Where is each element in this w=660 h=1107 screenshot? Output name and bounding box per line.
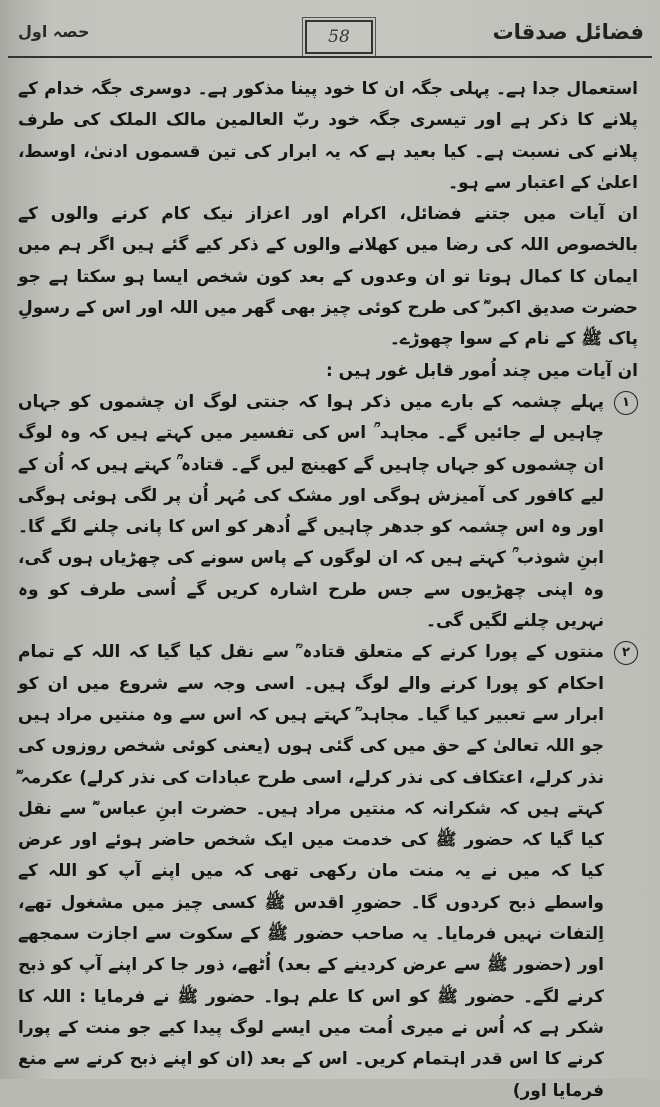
book-title: فضائل صدقات [492,20,644,44]
page-body [18,74,638,1107]
page-number: 58 [305,20,373,54]
list-item [18,637,638,1106]
list-heading: ان آیات میں چند اُمور قابل غور ہیں : [325,360,638,381]
list-item [18,387,638,637]
item-text: منتوں کے پورا کرنے کے متعلق قتادہ ؒ سے نقل کیا گیا کہ اللہ کے تمام احکام کو پورا کرنے والے لوگ ہیں۔ اسی وجہ سے شروع میں ان کو ابرار سے تعبیر کیا گیا۔ مجاہد ؒ کہتے ہیں کہ اس سے وہ منتیں مراد ہیں جو اللہ تعالیٰ کے حق میں کی گئی ہوں (یعنی کوئی شخص روزوں کی نذر کرلے، اعتکاف کی نذر کرلے، اسی طرح عبادات کی نذر کرلے) عکرمہ ؓ کہتے ہیں کہ شکرانہ کہ منتیں مراد ہیں۔ حضرت ابنِ عباس ؓ سے نقل کیا گیا کہ حضور ﷺ کی خدمت میں ایک شخص حاضر ہوئے اور عرض کیا کہ میں نے یہ منت مان رکھی تھی کہ میں اپنے آپ کو اللہ کے واسطے ذبح کردوں گا۔ حضورِ اقدس ﷺ کسی چیز میں مشغول تھے، اِلتفات نہیں فرمایا۔ یہ صاحب حضور ﷺ کے سکوت سے اجازت سمجھے اور (حضور ﷺ سے عرض کردینے کے بعد) اُٹھے، ذور جا کر اپنے آپ کو ذبح کرنے لگے۔ حضور ﷺ کو اس کا علم ہوا۔ حضور ﷺ نے فرمایا : اللہ کا شکر ہے کہ اُس نے میری اُمت میں ایسے لوگ پیدا کیے جو منت کے پورا کرنے کا اس قدر اہتمام کریں۔ اس کے بعد (ان کو اپنے ذبح کرنے سے منع فرمایا اور) [18,642,604,1101]
part-label: حصہ اول [18,22,90,41]
item-number-badge: ۱ [614,391,638,415]
paragraph: استعمال جدا ہے۔ پہلی جگہ ان کا خود پینا مذکور ہے۔ دوسری جگہ خدام کے پلانے کا ذکر ہے اور تیسری جگہ خود ربّ العالمین مالک الملک کی طرف پلانے کی نسبت ہے۔ کیا بعید ہے کہ یہ ابرار کی تین قسموں ادنیٰ، اوسط، اعلیٰ کے اعتبار سے ہو۔ [18,79,638,193]
item-number-badge: ۲ [614,641,638,665]
item-text: پہلے چشمہ کے بارے میں ذکر ہوا کہ جنتی لوگ ان چشموں کو جہاں چاہیں لے جائیں گے۔ مجاہد ؒ اس کی تفسیر میں کہتے ہیں کہ وہ لوگ ان چشموں کو جہاں چاہیں گے کھینچ لیں گے۔ قتادہ ؒ کہتے ہیں کہ اُن کے لیے کافور کی آمیزش ہوگی اور مشک کی مُہر اُن پر لگی ہوئی ہوگی اور وہ اس چشمہ کو جدھر چاہیں گے اُدھر کو اس کا پانی چلنے لگے گا۔ ابنِ شوذب ؒ کہتے ہیں کہ ان لوگوں کے پاس سونے کی چھڑیاں ہوں گی، وہ اپنی چھڑیوں سے جس طرح اشارہ کریں گے اُسی طرف کو وہ نہریں چلنے لگیں گی۔ [18,391,604,632]
header-rule [8,56,652,58]
page-header [8,14,652,54]
paragraph: ان آیات میں جتنے فضائل، اکرام اور اعزاز نیک کام کرنے والوں کے بالخصوص اللہ کی رضا میں کھلانے والوں کے ذکر کیے گئے ہیں اگر ہم میں ایمان کا کمال ہوتا تو ان وعدوں کے بعد کون شخص ایسا ہو سکتا ہے جو حضرت صدیق اکبر ؓ کی طرح کوئی چیز بھی گھر میں اللہ اور اس کے رسولِ پاک ﷺ کے نام کے سوا چھوڑے۔ [18,204,638,350]
